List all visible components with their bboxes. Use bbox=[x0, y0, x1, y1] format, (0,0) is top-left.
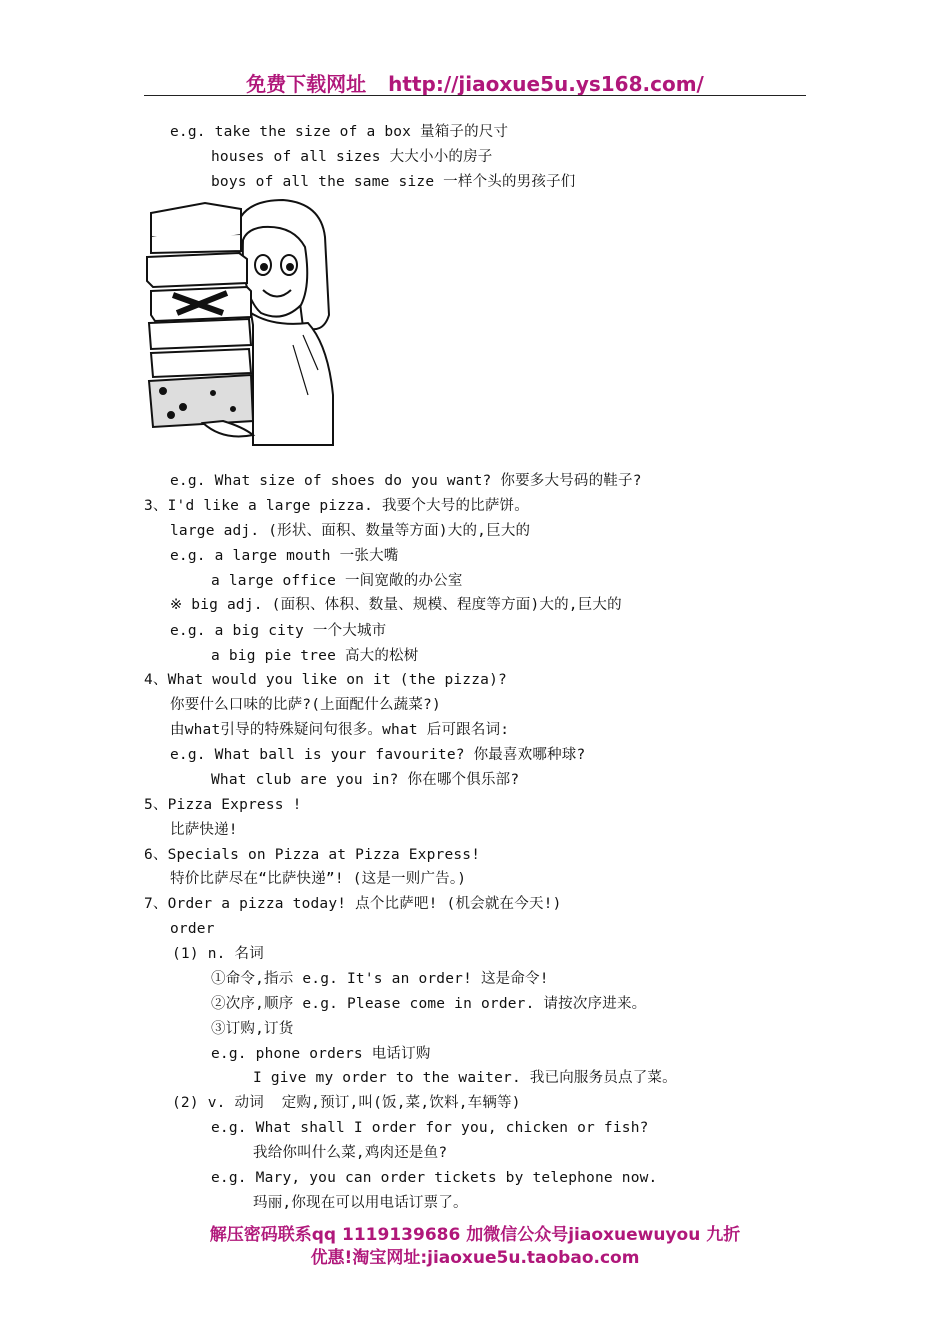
text-line: (1) n. 名词 bbox=[172, 946, 264, 962]
text-line: order bbox=[170, 921, 215, 937]
text-line: (2) v. 动词 定购,预订,叫(饭,菜,饮料,车辆等) bbox=[172, 1095, 521, 1111]
text-line: 4、What would you like on it (the pizza)? bbox=[144, 672, 507, 688]
text-line: e.g. What size of shoes do you want? 你要多大号码的鞋子? bbox=[170, 473, 642, 489]
text-line: boys of all the same size 一样个头的男孩子们 bbox=[211, 174, 576, 190]
text-line: 比萨快递! bbox=[170, 822, 238, 838]
text-line: e.g. take the size of a box 量箱子的尺寸 bbox=[170, 124, 509, 140]
text-line: 特价比萨尽在“比萨快递”! (这是一则广告。) bbox=[170, 871, 467, 887]
header-label: 免费下载网址 bbox=[246, 72, 367, 96]
text-line: ②次序,顺序 e.g. Please come in order. 请按次序进来。 bbox=[211, 996, 647, 1012]
footer-line-1: 解压密码联系qq 1119139686 加微信公众号jiaoxuewuyou 九折 bbox=[209, 1225, 741, 1245]
text-line: 3、I'd like a large pizza. 我要个大号的比萨饼。 bbox=[144, 498, 529, 514]
text-line: What club are you in? 你在哪个俱乐部? bbox=[211, 772, 520, 788]
girl-carrying-boxes-illustration bbox=[143, 195, 368, 447]
text-line: e.g. phone orders 电话订购 bbox=[211, 1046, 431, 1062]
text-line: houses of all sizes 大大小小的房子 bbox=[211, 149, 493, 165]
text-line: 由what引导的特殊疑问句很多。what 后可跟名词: bbox=[170, 722, 510, 738]
text-line: ③订购,订货 bbox=[211, 1021, 294, 1037]
text-line: 5、Pizza Express ! bbox=[144, 797, 302, 813]
text-line: e.g. a big city 一个大城市 bbox=[170, 623, 387, 639]
text-line: a large office 一间宽敞的办公室 bbox=[211, 573, 463, 589]
text-line: e.g. Mary, you can order tickets by telephone now. bbox=[211, 1170, 658, 1186]
text-line: 我给你叫什么菜,鸡肉还是鱼? bbox=[253, 1145, 448, 1161]
header-divider bbox=[144, 95, 806, 96]
text-line: 你要什么口味的比萨?(上面配什么蔬菜?) bbox=[170, 697, 441, 713]
text-line: e.g. a large mouth 一张大嘴 bbox=[170, 548, 399, 564]
text-line: I give my order to the waiter. 我已向服务员点了菜。 bbox=[253, 1070, 677, 1086]
text-line: a big pie tree 高大的松树 bbox=[211, 648, 419, 664]
footer-line-2: 优惠!淘宝网址:jiaoxue5u.taobao.com bbox=[310, 1248, 640, 1268]
text-line: e.g. What ball is your favourite? 你最喜欢哪种球? bbox=[170, 747, 586, 763]
text-line: 玛丽,你现在可以用电话订票了。 bbox=[253, 1195, 468, 1211]
page-header bbox=[0, 68, 950, 97]
header-url-link[interactable]: http://jiaoxue5u.ys168.com/ bbox=[388, 72, 704, 96]
text-line: ※ big adj. (面积、体积、数量、规模、程度等方面)大的,巨大的 bbox=[170, 597, 622, 613]
text-line: e.g. What shall I order for you, chicken or fish? bbox=[211, 1120, 649, 1136]
text-line: large adj. (形状、面积、数量等方面)大的,巨大的 bbox=[170, 523, 531, 539]
text-line: ①命令,指示 e.g. It's an order! 这是命令! bbox=[211, 971, 549, 987]
text-line: 7、Order a pizza today! 点个比萨吧! (机会就在今天!) bbox=[144, 896, 562, 912]
text-line: 6、Specials on Pizza at Pizza Express! bbox=[144, 847, 481, 863]
